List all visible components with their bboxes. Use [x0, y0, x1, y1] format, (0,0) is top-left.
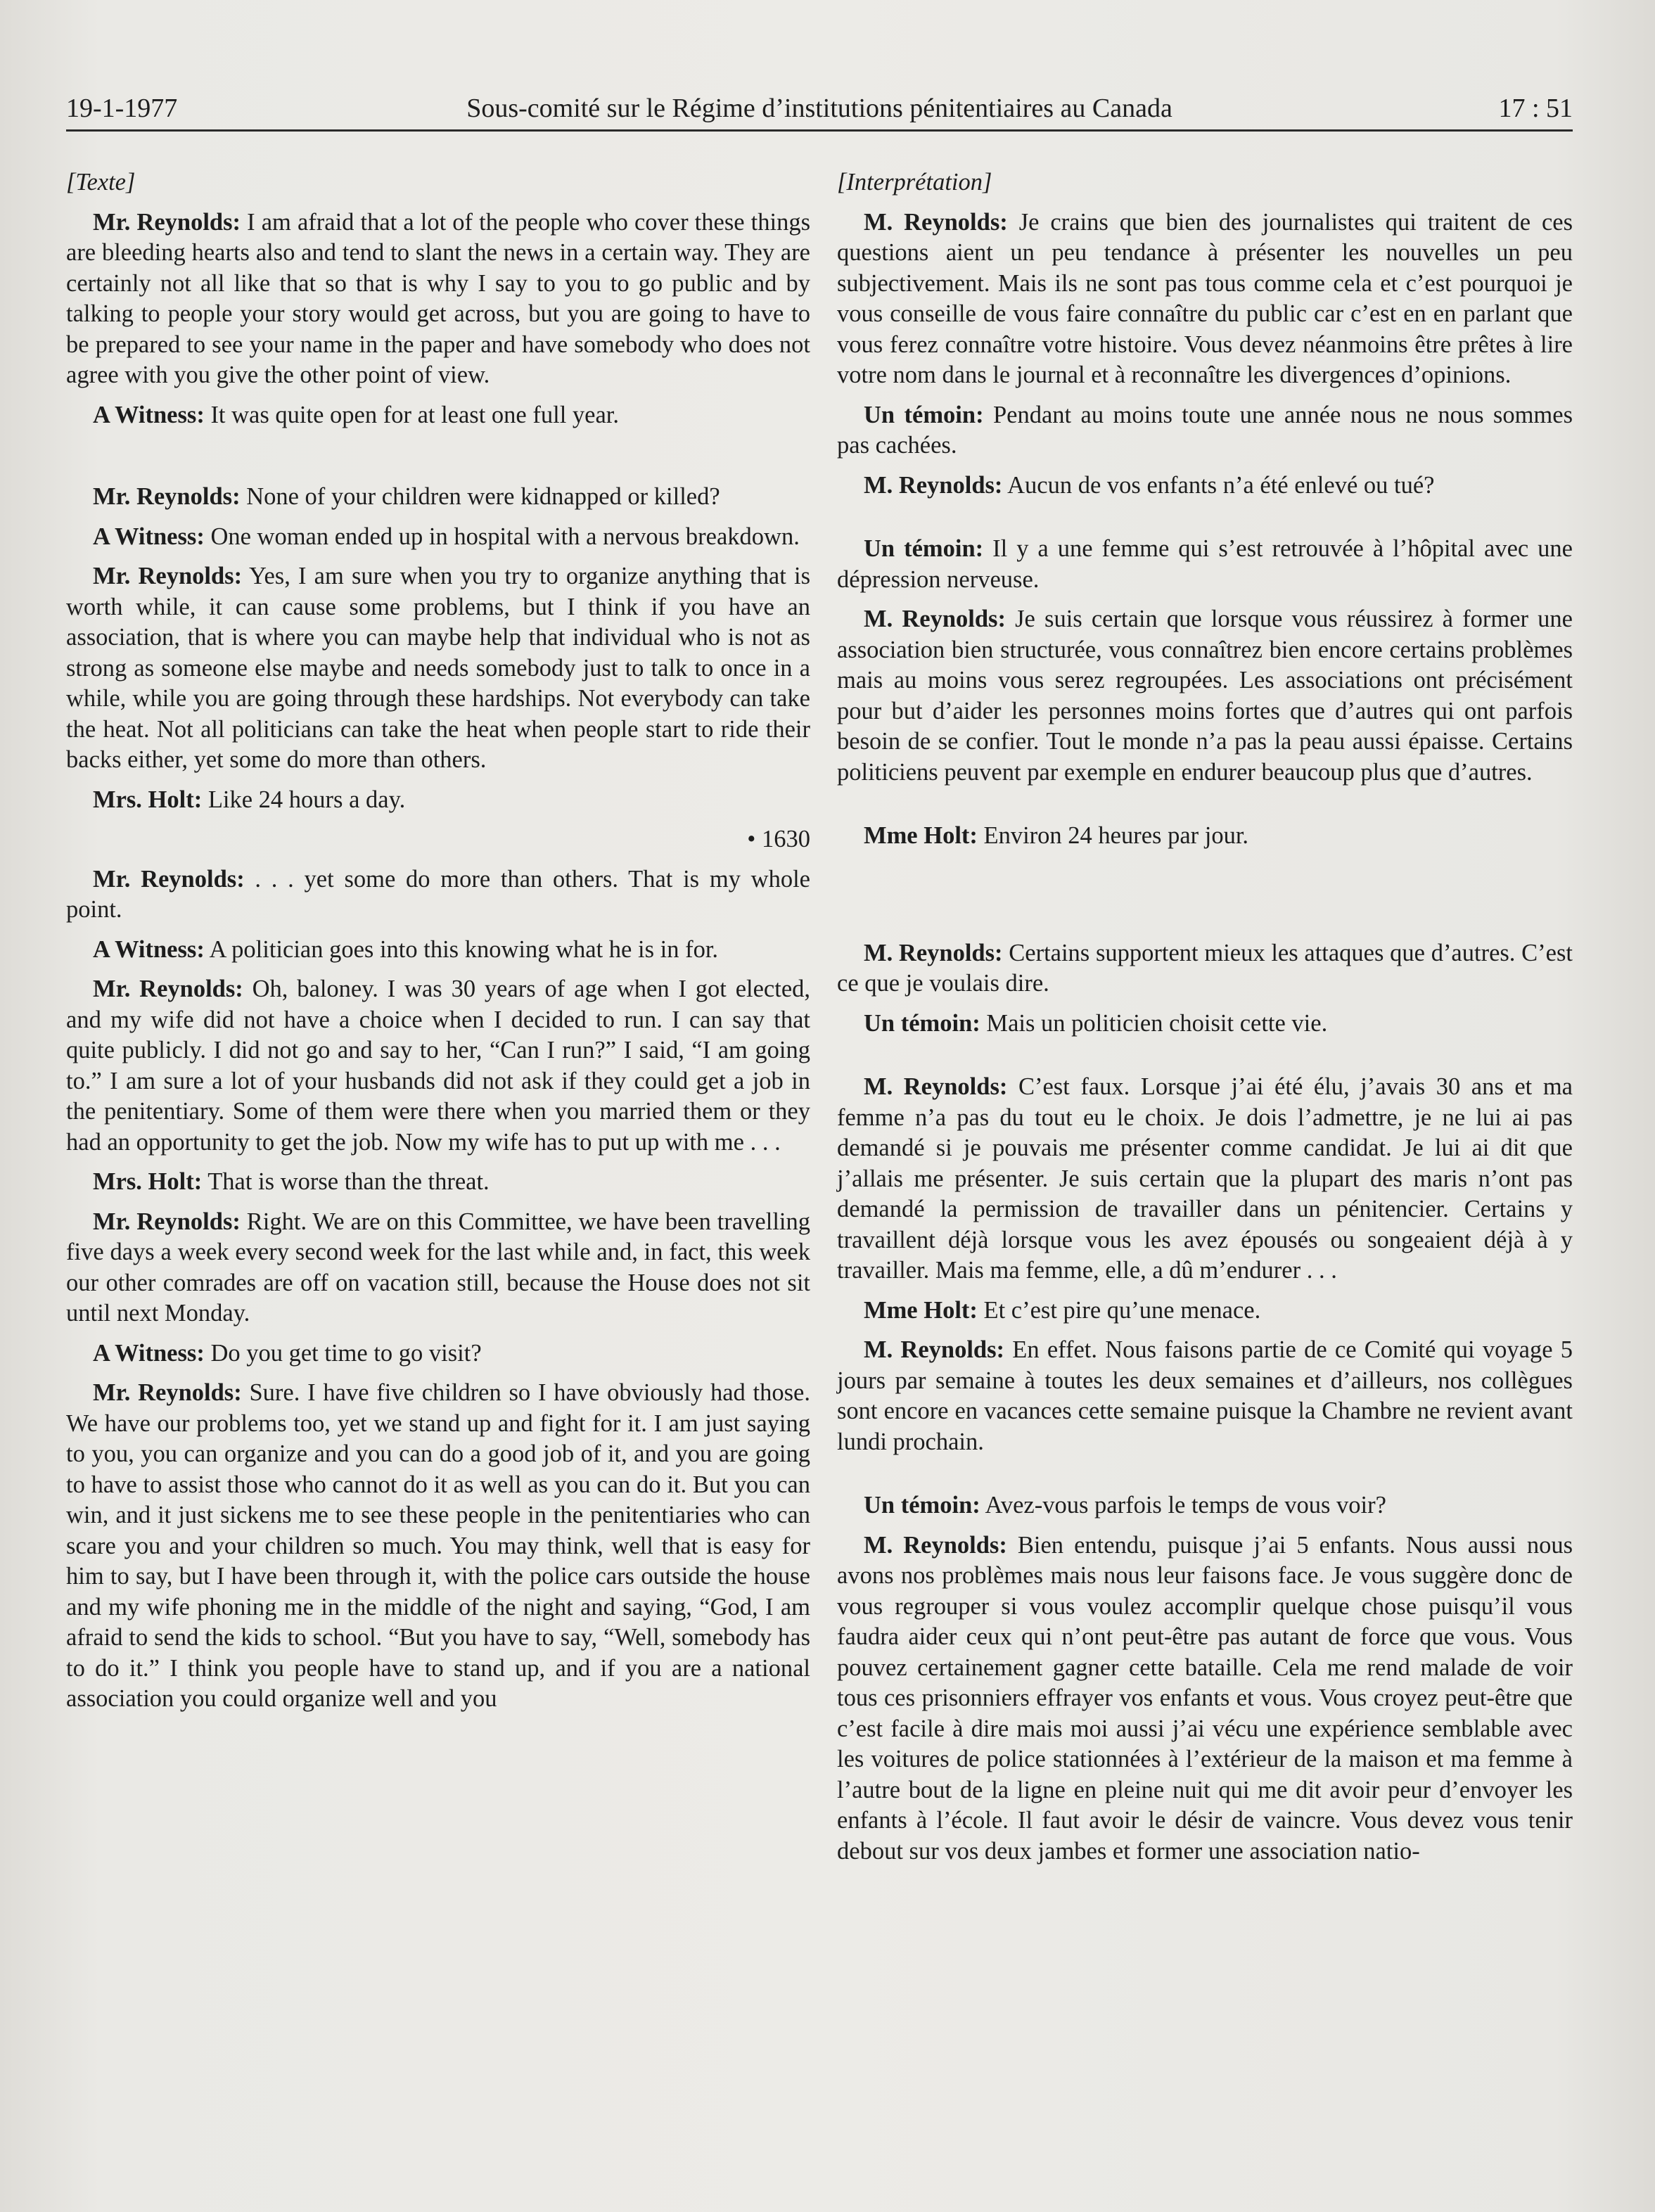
paragraph — [66, 935, 810, 966]
paragraph — [837, 604, 1573, 788]
paragraph — [66, 522, 810, 553]
speech: Bien entendu, puisque j’ai 5 enfants. Nous aussi nous avons nos problèmes mais nous leur faisons face. Je vous suggère donc de vous regrouper si vous voulez accomplir quelque chose puisqu’il vous faudra aider ceux qui n’ont peut-être pas autant de force que vous. Vous pouvez certainement gagner cette bataille. Cela me rend malade de voir tous ces prisonniers effrayer vos enfants et vous. Vous croyez peut-être que c’est facile à dire mais moi aussi j’ai vécu une expérience semblable avec les voitures de police stationnées à l’extérieur de la maison et ma femme à l’autre bout de la ligne en pleine nuit qui me dit avoir peur d’envoyer les enfants à l’école. Il faut avoir le désir de vaincre. Vous devez vous tenir debout sur vos deux jambes et former une association natio- — [837, 1531, 1573, 1865]
speech: C’est faux. Lorsque j’ai été élu, j’avais 30 ans et ma femme n’a pas du tout eu le choix. Je dois l’admettre, je ne lui ai pas demandé si je pouvais me présenter comme candidat. Je lui ai dit que j’allais me présenter. Je suis certain que la plupart des maris n’ont pas demandé la permission de travailler dans un pénitencier. Certains y travaillent déjà lorsque vous les avez épousés ou songeaient déjà à y travailler. Mais ma femme, elle, a dû m’endurer . . . — [837, 1073, 1573, 1284]
paragraph — [66, 1378, 810, 1715]
french-column — [837, 167, 1573, 1876]
speech: It was quite open for at least one full year. — [204, 401, 619, 428]
speaker: M. Reynolds: — [864, 1073, 1008, 1100]
header-title: Sous-comité sur le Régime d’institutions pénitentiaires au Canada — [466, 94, 1172, 123]
speech: Avez-vous parfois le temps de vous voir? — [980, 1492, 1386, 1519]
paragraph — [837, 471, 1573, 501]
speaker: Mr. Reynolds: — [93, 976, 243, 1002]
paragraph — [66, 1167, 810, 1198]
speech: I am afraid that a lot of the people who cover these things are bleeding hearts also and tend to slant the news in a certain way. They are certainly not all like that so that is why I say to you to go public and by talking to people your story would get across, but you are going to have to be prepared to see your name in the paper and have somebody who does not agree with you give the other point of view. — [66, 208, 811, 388]
speech: Et c’est pire qu’une menace. — [977, 1296, 1261, 1324]
paragraph — [66, 482, 810, 513]
speech: Mais un politicien choisit cette vie. — [980, 1009, 1328, 1037]
speech: Aucun de vos enfants n’a été enlevé ou tué? — [1002, 471, 1435, 499]
speaker: Mr. Reynolds: — [93, 1208, 241, 1235]
speech: Yes, I am sure when you try to organize anything that is worth while, it can cause some problems, but I think if you have an association, that is where you can maybe help that individual who is not as strong as someone else maybe and needs somebody just to talk to once in a while, while you are going through these hardships. Not everybody can take the heat. Not all politicians can take the heat when people start to ride their backs either, yet some do more than others. — [66, 563, 810, 773]
speech: None of your children were kidnapped or killed? — [240, 483, 720, 510]
speech: Certains supportent mieux les attaques que d’autres. C’est ce que je voulais dire. — [837, 939, 1573, 997]
speech: A politician goes into this knowing what he is in for. — [204, 935, 719, 963]
paragraph — [837, 207, 1573, 391]
speaker: Mr. Reynolds: — [93, 865, 245, 893]
speaker: A Witness: — [93, 523, 205, 550]
speech: Je suis certain que lorsque vous réussirez à former une association bien structurée, vous connaîtrez bien encore certains problèmes mais au moins vous serez regroupées. Les associations ont précisément pour but d’aider les personnes moins fortes que d’autres qui ont parfois besoin de se confier. Tout le monde n’a pas la peau aussi épaisse. Certains politiciens peuvent par exemple en endurer beaucoup plus que d’autres. — [837, 606, 1573, 786]
speaker: Un témoin: — [864, 401, 984, 428]
speaker: Un témoin: — [864, 1009, 980, 1037]
speaker: M. Reynolds: — [864, 471, 1003, 499]
speech: . . . yet some do more than others. That is my whole point. — [66, 865, 811, 923]
speech: Sure. I have five children so I have obviously had those. We have our problems too, yet we stand up and fight for it. I am just saying to you, you can organize and you can do a good job of it, and you are going to have to assist those who cannot do it as well as you can do it. But you can win, and it just sickens me to see these people in the penitentiaries who can scare you and your children so much. You may think, well that is easy for him to say, but I have been through it, with the police cars outside the house and my wife phoning me in the middle of the night and saying, “God, I am afraid to send the kids to school. “But you have to say, “Well, somebody has to do it.” I think you people have to stand up, and if you are a national association you could organize well and you — [66, 1379, 810, 1712]
paragraph — [66, 400, 810, 431]
paragraph — [66, 974, 810, 1158]
speech: En effet. Nous faisons partie de ce Comité qui voyage 5 jours par semaine à toutes les deux semaines et d’ailleurs, nos collègues sont encore en vacances cette semaine puisque la Chambre ne revient avant lundi prochain. — [837, 1336, 1573, 1455]
speaker: M. Reynolds: — [864, 606, 1006, 632]
speaker: Mr. Reynolds: — [93, 483, 241, 510]
paragraph — [837, 1335, 1573, 1457]
speaker: Un témoin: — [864, 535, 984, 562]
speaker: A Witness: — [93, 1339, 205, 1367]
speech: Like 24 hours a day. — [202, 786, 406, 813]
speech: Oh, baloney. I was 30 years of age when I got elected, and my wife did not have a choice when I decided to run. I can say that quite publicly. I did not go and say to her, “Can I run?” I said, “I am going to.” I am sure a lot of your husbands did not ask if they could get a job in the penitentiary. Some of them were there when you married them or they had an opportunity to get the job. Now my wife has to put up with me . . . — [66, 976, 811, 1156]
paragraph — [837, 1072, 1573, 1286]
speaker: M. Reynolds: — [864, 1336, 1005, 1363]
speaker: Mr. Reynolds: — [93, 563, 243, 589]
speaker: A Witness: — [93, 401, 205, 428]
speech: One woman ended up in hospital with a nervous breakdown. — [204, 523, 800, 550]
speaker: Mrs. Holt: — [93, 786, 203, 813]
paragraph — [66, 561, 810, 776]
speech: Right. We are on this Committee, we have been travelling five days a week every second week for the last while and, in fact, this week our other comrades are off on vacation still, because the House does not sit until next Monday. — [66, 1208, 811, 1326]
paragraph — [837, 400, 1573, 461]
speaker: Mme Holt: — [864, 822, 978, 849]
paragraph — [837, 1490, 1573, 1521]
paragraph — [837, 1296, 1573, 1326]
speaker: Mme Holt: — [864, 1296, 978, 1324]
column-label: [Texte] — [66, 169, 136, 196]
speaker: Un témoin: — [864, 1492, 980, 1519]
paragraph — [66, 207, 810, 391]
paragraph — [837, 534, 1573, 595]
header-date: 19-1-1977 — [66, 94, 178, 123]
page-number: 17 : 51 — [1498, 94, 1573, 123]
speech: Je crains que bien des journalistes qui traitent de ces questions aient un peu tendance à présenter les nouvelles un peu subjectivement. Mais ils ne sont pas tous comme cela et c’est pourquoi je vous conseille de vous faire connaître du public car c’est en en parlant que vous ferez connaître votre histoire. Vous devez néanmoins être prêtes à lire votre nom dans le journal et à reconnaître les divergences d’opinions. — [837, 208, 1573, 388]
speaker: M. Reynolds: — [864, 208, 1008, 236]
column-label: [Interprétation] — [837, 169, 992, 196]
speaker: Mr. Reynolds: — [93, 208, 241, 236]
speaker: Mr. Reynolds: — [93, 1379, 242, 1406]
timestamp: • 1630 — [747, 826, 810, 852]
paragraph — [837, 938, 1573, 999]
speech: Do you get time to go visit? — [204, 1339, 482, 1367]
speech: That is worse than the threat. — [202, 1168, 490, 1195]
paragraph — [66, 864, 810, 926]
speech: Pendant au moins toute une année nous ne nous sommes pas cachées. — [837, 401, 1573, 459]
paragraph — [837, 1530, 1573, 1867]
paragraph — [66, 1338, 810, 1369]
speaker: Mrs. Holt: — [93, 1168, 203, 1195]
paragraph — [837, 821, 1573, 852]
speaker: M. Reynolds: — [864, 1531, 1007, 1559]
paragraph — [66, 1207, 810, 1329]
speaker: A Witness: — [93, 935, 205, 963]
speaker: M. Reynolds: — [864, 939, 1003, 966]
paragraph — [837, 1009, 1573, 1040]
speech: Il y a une femme qui s’est retrouvée à l’hôpital avec une dépression nerveuse. — [837, 535, 1573, 593]
page-header — [66, 83, 1573, 132]
paragraph — [66, 785, 810, 816]
speech: Environ 24 heures par jour. — [977, 822, 1249, 849]
english-column — [66, 167, 810, 1724]
